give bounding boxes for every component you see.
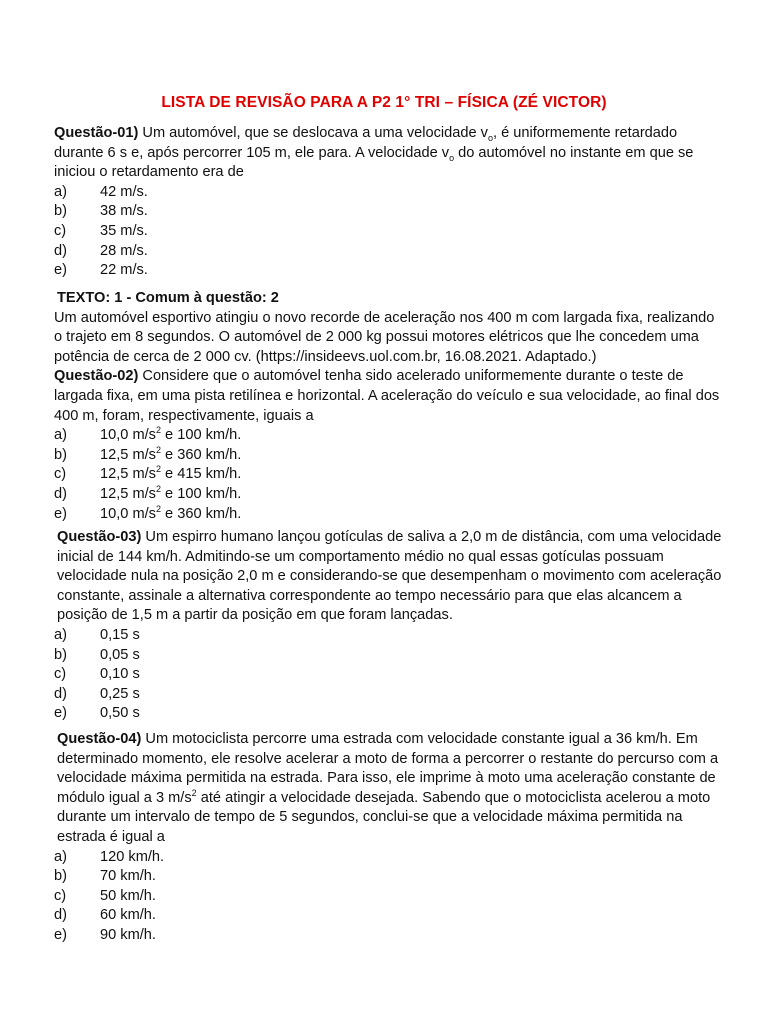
option-d [54,685,724,705]
question-label: Questão-04) [57,731,142,747]
question-text: Um motociclista percorre uma estrada com velocidade constante igual a 36 km/h. Em determinado momento, ele resolve acelerar a moto de forma a percorrer o restante do percurso com a velocidade máxima permitida na estrada. Para isso, ele imprime à moto uma aceleração constante de módulo igual a 3 m/s [57,731,719,806]
option-text: 90 km/h. [100,926,156,943]
option-a [54,848,724,868]
texto-body: Um automóvel esportivo atingiu o novo recorde de aceleração nos 400 m com largada fixa, realizando o trajeto em 8 segundos. O automóvel de 2 000 kg possui motores elétricos que lhe concedem uma potência de cerca de 2 000 cv. (https://insideevs.uol.com.br, 16.08.2021. Adaptado.) [54,309,715,365]
option-letter: b) [54,868,67,885]
option-text: 12,5 $m/s^2$ e 100 km/h. [100,484,242,502]
option-a [54,183,724,203]
question-4-text [54,730,724,848]
option-letter: d) [54,485,67,502]
option-text: 35 m/s. [100,222,148,239]
option-a [54,426,724,446]
option-b [54,202,724,222]
option-e [54,926,724,946]
option-text: 50 km/h. [100,887,156,904]
option-letter: d) [54,685,67,702]
question-text: do automóvel no instante em que se iniciou o retardamento era de [54,144,694,181]
option-letter: a) [54,427,67,444]
option-b [54,446,724,466]
option-b [54,646,724,666]
option-b [54,867,724,887]
option-text: 12,5 $m/s^2$ e 415 km/h. [100,464,242,483]
question-text: , é uniformemente retardado durante 6 s e, após percorrer 105 m, ele para. A velocidade v [54,125,678,161]
option-text: 70 km/h. [100,868,156,885]
option-e [54,505,724,525]
question-1 [54,124,724,281]
question-text: até atingir a velocidade desejada. Sabendo que o motociclista acelerou a moto durante um intervalo de tempo de 5 segundos, conclui-se que a velocidade máxima permitida na estrada é igual a [57,789,711,845]
option-letter: a) [54,848,67,865]
option-letter: e) [54,262,67,279]
option-text: 42 m/s. [100,183,148,200]
option-letter: e) [54,705,67,722]
option-text: 120 km/h. [100,848,165,865]
option-text: 0,50 s [100,705,140,722]
question-text: Um espirro humano lançou gotículas de saliva a 2,0 m de distância, com uma velocidade inicial de 144 km/h. Admitindo-se um comportamento médio no qual essas gotículas possuam velocidade nula na posição 2,0 m e considerando-se que desempenham o movimento com aceleração constante, assinale a alternativa correspondente ao tempo necessário para que elas alcancem a posição de 1,5 m a partir da posição em que foram lançadas. [57,529,722,624]
option-e [54,704,724,724]
question-label: Questão-02) [54,368,139,385]
subscript: o [449,152,455,163]
question-3 [54,528,724,724]
question-3-text [54,528,724,626]
option-letter: b) [54,446,67,463]
texto-label: TEXTO: 1 - Comum à questão: 2 [57,290,279,306]
question-2 [54,289,724,524]
option-d [54,242,724,262]
question-text: Considere que o automóvel tenha sido acelerado uniformemente durante o teste de largada fixa, em uma pista retilínea e horizontal. A aceleração do veículo e sua velocidade, ao final dos 400 m, foram, respectivamente, iguais a [54,368,720,424]
option-text: 10,0 $m/s^2$ e 100 km/h. [100,425,242,444]
option-letter: c) [54,222,67,239]
question-2-text [54,367,724,426]
page-title: LISTA DE REVISÃO PARA A P2 1° TRI – FÍSICA (ZÉ VICTOR) [161,94,607,111]
option-a [54,626,724,646]
option-letter: a) [54,183,67,200]
option-text: 60 km/h. [100,907,156,924]
option-text: 22 m/s. [100,262,148,279]
option-letter: c) [54,666,67,683]
option-text: 38 m/s. [100,203,148,220]
option-letter: b) [54,203,67,220]
option-letter: b) [54,646,67,663]
option-text: 10,0 $m/s^2$ e 360 km/h. [100,503,242,522]
question-text: Um automóvel, que se deslocava a uma velocidade v [138,125,488,141]
option-e [54,261,724,281]
superscript: 2 [191,787,197,798]
option-c [54,887,724,907]
option-d [54,485,724,505]
option-c [54,465,724,485]
option-d [54,906,724,926]
option-letter: c) [54,466,67,483]
question-label: Questão-01) [54,125,139,141]
option-letter: c) [54,887,67,904]
question-4 [54,730,724,946]
option-text: 0,25 s [100,685,140,702]
option-text: 0,15 s [100,626,140,643]
subscript: o [487,132,493,143]
option-text: 0,05 s [100,646,140,663]
option-c [54,222,724,242]
option-text: 0,10 s [100,666,140,683]
option-letter: d) [54,242,67,259]
option-letter: e) [54,926,67,943]
option-letter: a) [54,626,67,643]
option-c [54,665,724,685]
option-letter: e) [54,505,67,522]
option-letter: d) [54,907,67,924]
question-1-text [54,124,724,183]
option-text: 28 m/s. [100,242,148,259]
question-label: Questão-03) [57,529,142,545]
option-text: 12,5 $m/s^2$ e 360 km/h. [100,444,242,463]
